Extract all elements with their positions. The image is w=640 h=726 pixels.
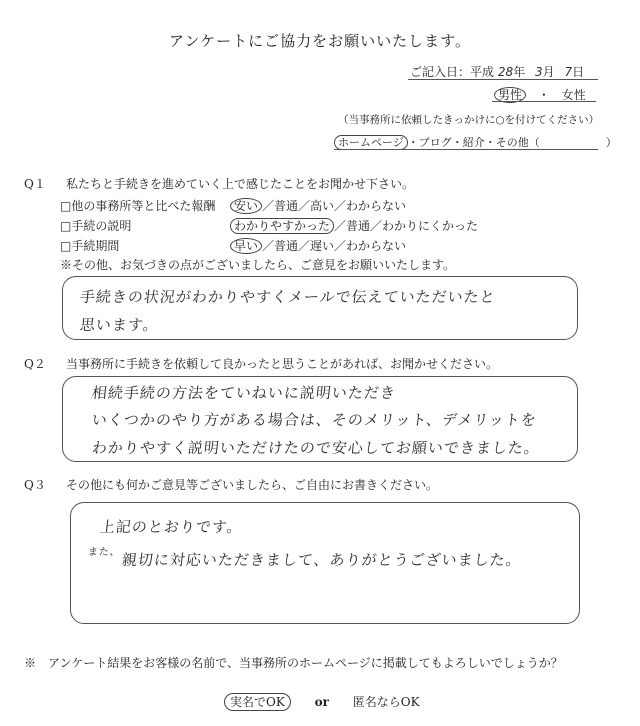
q1-row-label: □手続の説明 (60, 219, 132, 233)
q1-row-fee (60, 197, 215, 214)
consent-options (224, 693, 420, 710)
gender-underline (492, 88, 596, 102)
q1-answer-line-1: 手続きの状況がわかりやすくメールで伝えていただいたと (79, 288, 497, 306)
referral-hp-selected[interactable]: ホームページ (334, 135, 408, 150)
q1-row-label: □他の事務所等と比べた報酬 (60, 199, 216, 213)
date-label: ご記入日：平成 (410, 65, 495, 79)
gender-male-selected[interactable]: 男性 (494, 87, 526, 103)
gender-sep: ・ (537, 88, 550, 102)
q3-number: Q３ (24, 478, 46, 492)
year-unit: 年 (513, 65, 526, 79)
q3-answer-prefix: また、 (87, 547, 122, 558)
consent-question: ※ アンケート結果をお客様の名前で、当事務所のホームページに掲載してもよろしいでしょうか？ (24, 656, 563, 670)
q2-answer-line-2: いくつかのやり方がある場合は、そのメリット、デメリットを (91, 411, 538, 429)
q1-explanation-selected[interactable]: わかりやすかった (230, 218, 334, 234)
q1-period-selected[interactable]: 早い (230, 238, 262, 254)
date-month: 3 (534, 65, 543, 79)
q1-fee-selected[interactable]: 安い (230, 198, 262, 214)
q3-question: その他にも何かご意見等ございましたら、ご自由にお書きください。 (66, 478, 439, 492)
q3-answer-line-2: 親切に対応いただきまして、ありがとうございました。 (121, 551, 523, 569)
date-year: 28 (497, 65, 514, 79)
q1-explanation-others: ／普通／わかりにくかった (334, 219, 479, 233)
q3-answer-line-1: 上記のとおりです。 (99, 518, 244, 536)
q1-row-period-options (230, 237, 406, 254)
day-unit: 日 (572, 65, 585, 79)
q1-row-fee-options (230, 197, 406, 214)
q1-answer-line-2: 思います。 (79, 316, 160, 334)
date-day: 7 (564, 65, 573, 79)
q2-answer-line-1: 相続手続の方法をていねいに説明いただき (91, 384, 397, 402)
q2-number: Q２ (24, 357, 46, 371)
page-title: アンケートにご協力をお願いいたします。 (169, 32, 471, 50)
referral-note: （当事務所に依頼したきっかけに○を付けてください） (338, 114, 600, 126)
consent-real-name-selected[interactable]: 実名でOK (224, 693, 291, 711)
referral-rest: ・ブログ・紹介・その他（ ） (407, 136, 617, 149)
q1-number: Q１ (24, 177, 46, 191)
gender-female[interactable]: 女性 (561, 88, 586, 102)
referral-underline (334, 136, 598, 150)
q2-answer-line-3: わかりやすく説明いただけたので安心してお願いできました。 (91, 439, 541, 457)
q1-fee-others: ／普通／高い／わからない (262, 199, 407, 213)
q2-question: 当事務所に手続きを依頼して良かったと思うことがあれば、お聞かせください。 (66, 357, 499, 371)
q1-period-others: ／普通／遅い／わからない (262, 239, 407, 253)
date-underline (408, 64, 598, 80)
q1-row-explanation-options (230, 217, 478, 234)
q1-question: 私たちと手続きを進めていく上で感じたことをお聞かせ下さい。 (66, 177, 415, 191)
q1-note: ※その他、お気づきの点がございましたら、ご意見をお願いいたします。 (60, 258, 456, 272)
consent-anonymous[interactable]: 匿名ならOK (352, 695, 420, 709)
q1-row-label: □手続期間 (60, 239, 120, 253)
month-unit: 月 (542, 65, 555, 79)
consent-or: or (314, 695, 329, 709)
q1-row-period (60, 237, 119, 254)
q1-row-explanation (60, 217, 131, 234)
